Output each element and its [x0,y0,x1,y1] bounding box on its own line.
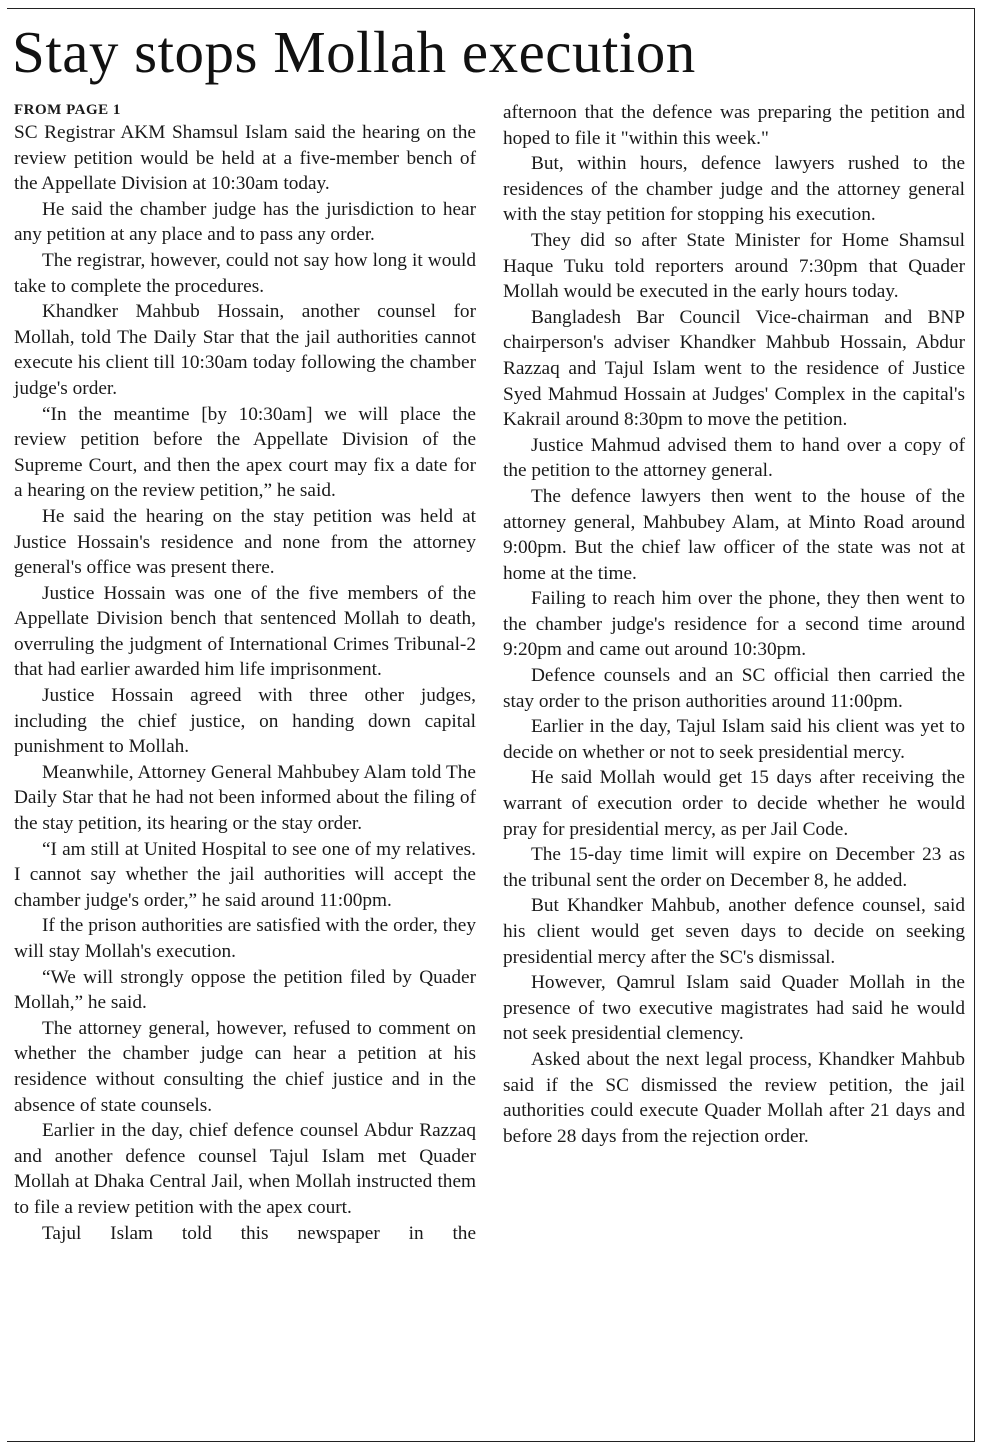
paragraph: He said the chamber judge has the jurisdiction to hear any petition at any place and to pass any order. [14,198,476,246]
left-column [14,100,476,1246]
paragraph: Justice Mahmud advised them to hand over a copy of the petition to the attorney general. [503,434,965,482]
paragraph: Justice Hossain agreed with three other judges, including the chief justice, on handing down capital punishment to Mollah. [14,685,476,758]
paragraph: They did so after State Minister for Home Shamsul Haque Tuku told reporters around 7:30pm that Quader Mollah would be executed in the early hours today. [503,229,965,303]
paragraph: The defence lawyers then went to the house of the attorney general, Mahbubey Alam, at Minto Road around 9:00pm. But the chief law officer of the state was not at home at the time. [503,485,965,584]
paragraph: “We will strongly oppose the petition filed by Quader Mollah,” he said. [14,966,476,1014]
headline: Stay stops Mollah execution [12,19,696,85]
paragraph: Tajul Islam told this newspaper in the [42,1222,476,1244]
paragraph: If the prison authorities are satisfied with the order, they will stay Mollah's execution. [14,915,476,962]
paragraph: However, Qamrul Islam said Quader Mollah in the presence of two executive magistrates had said he would not seek presidential clemency. [503,972,965,1045]
paragraph: He said the hearing on the stay petition was held at Justice Hossain's residence and none from the attorney general's office was present there. [14,505,476,579]
paragraph: But Khandker Mahbub, another defence counsel, said his client would get seven days to decide on seeking presidential mercy after the SC's dismissal. [503,895,965,968]
paragraph: Earlier in the day, Tajul Islam said his client was yet to decide on whether or not to seek presidential mercy. [503,716,965,763]
paragraph: But, within hours, defence lawyers rushed to the residences of the chamber judge and the attorney general with the stay petition for stopping his execution. [503,153,965,226]
paragraph: Justice Hossain was one of the five members of the Appellate Division bench that sentenced Mollah to death, overruling the judgment of International Crimes Tribunal-2 that had earlier awarded him life imprisonment. [14,582,476,681]
paragraph: Khandker Mahbub Hossain, another counsel for Mollah, told The Daily Star that the jail authorities cannot execute his client till 10:30am today following the chamber judge's order. [14,301,476,399]
right-column [503,100,965,1149]
kicker: FROM PAGE 1 [14,102,121,118]
paragraph: “I am still at United Hospital to see one of my relatives. I cannot say whether the jail authorities will accept the chamber judge's order,” he said around 11:00pm. [14,838,476,911]
paragraph: afternoon that the defence was preparing the petition and hoped to file it "within this week." [503,102,965,149]
paragraph: Asked about the next legal process, Khandker Mahbub said if the SC dismissed the review petition, the jail authorities could execute Quader Mollah after 21 days and before 28 days from the rejection order. [503,1048,965,1147]
paragraph: The attorney general, however, refused to comment on whether the chamber judge can hear a petition at his residence without consulting the chief justice and in the absence of state counsels. [14,1017,476,1116]
paragraph: The registrar, however, could not say how long it would take to complete the procedures. [14,249,476,297]
paragraph: “In the meantime [by 10:30am] we will place the review petition before the Appellate Division of the Supreme Court, and then the apex court may fix a date for a hearing on the review petition,” he said. [14,403,476,502]
paragraph: He said Mollah would get 15 days after receiving the warrant of execution order to decide whether he would pray for presidential mercy, as per Jail Code. [503,767,965,840]
paragraph: Earlier in the day, chief defence counsel Abdur Razzaq and another defence counsel Tajul Islam met Quader Mollah at Dhaka Central Jail, when Mollah instructed them to file a review petition with the apex court. [14,1120,476,1218]
paragraph: Meanwhile, Attorney General Mahbubey Alam told The Daily Star that he had not been informed about the filing of the stay petition, its hearing or the stay order. [14,761,476,835]
paragraph: SC Registrar AKM Shamsul Islam said the hearing on the review petition would be held at a five-member bench of the Appellate Division at 10:30am today. [14,122,476,195]
paragraph: Failing to reach him over the phone, they then went to the chamber judge's residence for a second time around 9:20pm and came out around 10:30pm. [503,588,965,661]
paragraph: The 15-day time limit will expire on December 23 as the tribunal sent the order on December 8, he added. [503,844,965,891]
paragraph: Bangladesh Bar Council Vice-chairman and BNP chairperson's adviser Khandker Mahbub Hossain, Abdur Razzaq and Tajul Islam went to the residence of Justice Syed Mahmud Hossain at Judges' Complex in the capital's Kakrail around 8:30pm to move the petition. [503,306,965,431]
paragraph: Defence counsels and an SC official then carried the stay order to the prison authorities around 11:00pm. [503,665,965,712]
